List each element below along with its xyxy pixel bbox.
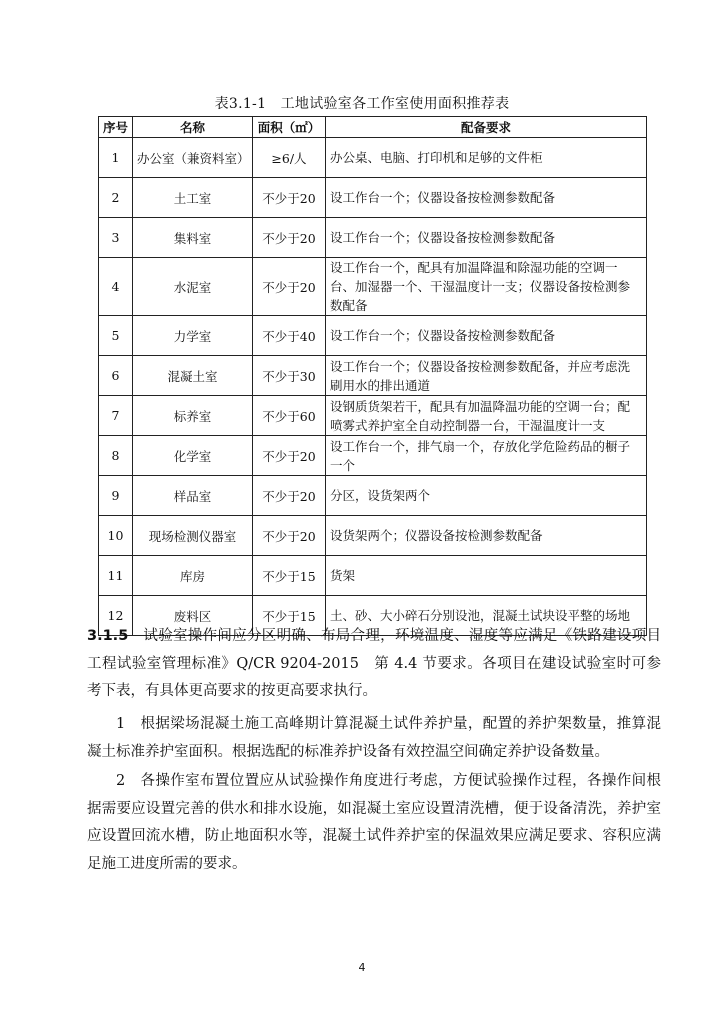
cell-area: ≥6/人 — [253, 138, 326, 178]
header-req: 配备要求 — [326, 117, 647, 138]
table-row — [99, 396, 647, 436]
cell-num: 8 — [99, 436, 133, 476]
cell-num: 3 — [99, 218, 133, 258]
cell-name: 废料区 — [133, 596, 253, 636]
cell-num: 1 — [99, 138, 133, 178]
cell-req: 设工作台一个，排气扇一个，存放化学危险药品的橱子一个 — [326, 436, 647, 476]
cell-name: 样品室 — [133, 476, 253, 516]
cell-req: 设工作台一个；仪器设备按检测参数配备 — [326, 218, 647, 258]
cell-req: 设工作台一个；仪器设备按检测参数配备 — [326, 316, 647, 356]
cell-req: 设货架两个；仪器设备按检测参数配备 — [326, 516, 647, 556]
cell-area: 不少于15 — [253, 596, 326, 636]
cell-num: 7 — [99, 396, 133, 436]
cell-name: 化学室 — [133, 436, 253, 476]
cell-req: 办公桌、电脑、打印机和足够的文件柜 — [326, 138, 647, 178]
cell-req: 土、砂、大小碎石分别设池，混凝土试块设平整的场地 — [326, 596, 647, 636]
cell-req: 设钢质货架若干，配具有加温降温功能的空调一台；配喷雾式养护室全自动控制器一台，干湿温度计一支 — [326, 396, 647, 436]
table-body — [99, 138, 647, 636]
header-area: 面积（㎡） — [253, 117, 326, 138]
cell-req: 货架 — [326, 556, 647, 596]
cell-area: 不少于20 — [253, 436, 326, 476]
page-number: 4 — [358, 961, 366, 974]
cell-name: 土工室 — [133, 178, 253, 218]
item-paragraph-2: 2 各操作室布置位置应从试验操作角度进行考虑，方便试验操作过程，各操作间根据需要应设置完善的供水和排水设施，如混凝土室应设置清洗槽，便于设备清洗，养护室应设置回流水槽，防止地面积水等，混凝土试件养护室的保温效果应满足要求、容积应满足施工进度所需的要求。 — [87, 773, 661, 872]
table-row — [99, 258, 647, 316]
header-name: 名称 — [133, 117, 253, 138]
table-row — [99, 516, 647, 556]
section-text: 试验室操作间应分区明确、布局合理，环境温度、湿度等应满足《铁路建设项目工程试验室管理标准》Q/CR 9204-2015 第 4.4 节要求。各项目在建设试验室时可参考下表，有具体更高要求的按更高要求执行。 — [87, 628, 661, 699]
cell-name: 标养室 — [133, 396, 253, 436]
cell-name: 办公室（兼资料室） — [133, 138, 253, 178]
cell-area: 不少于60 — [253, 396, 326, 436]
cell-area: 不少于20 — [253, 218, 326, 258]
cell-num: 4 — [99, 258, 133, 316]
table-caption: 表3.1-1 工地试验室各工作室使用面积推荐表 — [214, 96, 510, 112]
recommended-area-table — [98, 116, 647, 636]
cell-num: 10 — [99, 516, 133, 556]
cell-num: 6 — [99, 356, 133, 396]
cell-num: 2 — [99, 178, 133, 218]
table-row — [99, 476, 647, 516]
section-3-1-5 — [87, 623, 661, 706]
cell-area: 不少于20 — [253, 516, 326, 556]
table-header-row — [99, 117, 647, 138]
cell-name: 混凝土室 — [133, 356, 253, 396]
cell-req: 设工作台一个，配具有加温降温和除湿功能的空调一台、加湿器一个、干湿温度计一支；仪器设备按检测参数配备 — [326, 258, 647, 316]
cell-area: 不少于30 — [253, 356, 326, 396]
table-row — [99, 218, 647, 258]
table-row — [99, 316, 647, 356]
cell-num: 11 — [99, 556, 133, 596]
cell-name: 集料室 — [133, 218, 253, 258]
cell-area: 不少于20 — [253, 258, 326, 316]
cell-num: 5 — [99, 316, 133, 356]
table-row — [99, 178, 647, 218]
section-number: 3.1.5 — [87, 628, 129, 644]
cell-req: 分区，设货架两个 — [326, 476, 647, 516]
table-row — [99, 356, 647, 396]
cell-name: 水泥室 — [133, 258, 253, 316]
cell-name: 力学室 — [133, 316, 253, 356]
header-num: 序号 — [99, 117, 133, 138]
cell-area: 不少于15 — [253, 556, 326, 596]
item-paragraph-1: 1 根据梁场混凝土施工高峰期计算混凝土试件养护量，配置的养护架数量，推算混凝土标准养护室面积。根据选配的标准养护设备有效控温空间确定养护设备数量。 — [87, 716, 661, 760]
cell-area: 不少于20 — [253, 178, 326, 218]
table-row — [99, 556, 647, 596]
table-row — [99, 436, 647, 476]
table-row — [99, 138, 647, 178]
cell-num: 9 — [99, 476, 133, 516]
cell-name: 库房 — [133, 556, 253, 596]
cell-area: 不少于40 — [253, 316, 326, 356]
cell-area: 不少于20 — [253, 476, 326, 516]
cell-req: 设工作台一个；仪器设备按检测参数配备，并应考虑洗刷用水的排出通道 — [326, 356, 647, 396]
cell-name: 现场检测仪器室 — [133, 516, 253, 556]
cell-req: 设工作台一个；仪器设备按检测参数配备 — [326, 178, 647, 218]
cell-num: 12 — [99, 596, 133, 636]
